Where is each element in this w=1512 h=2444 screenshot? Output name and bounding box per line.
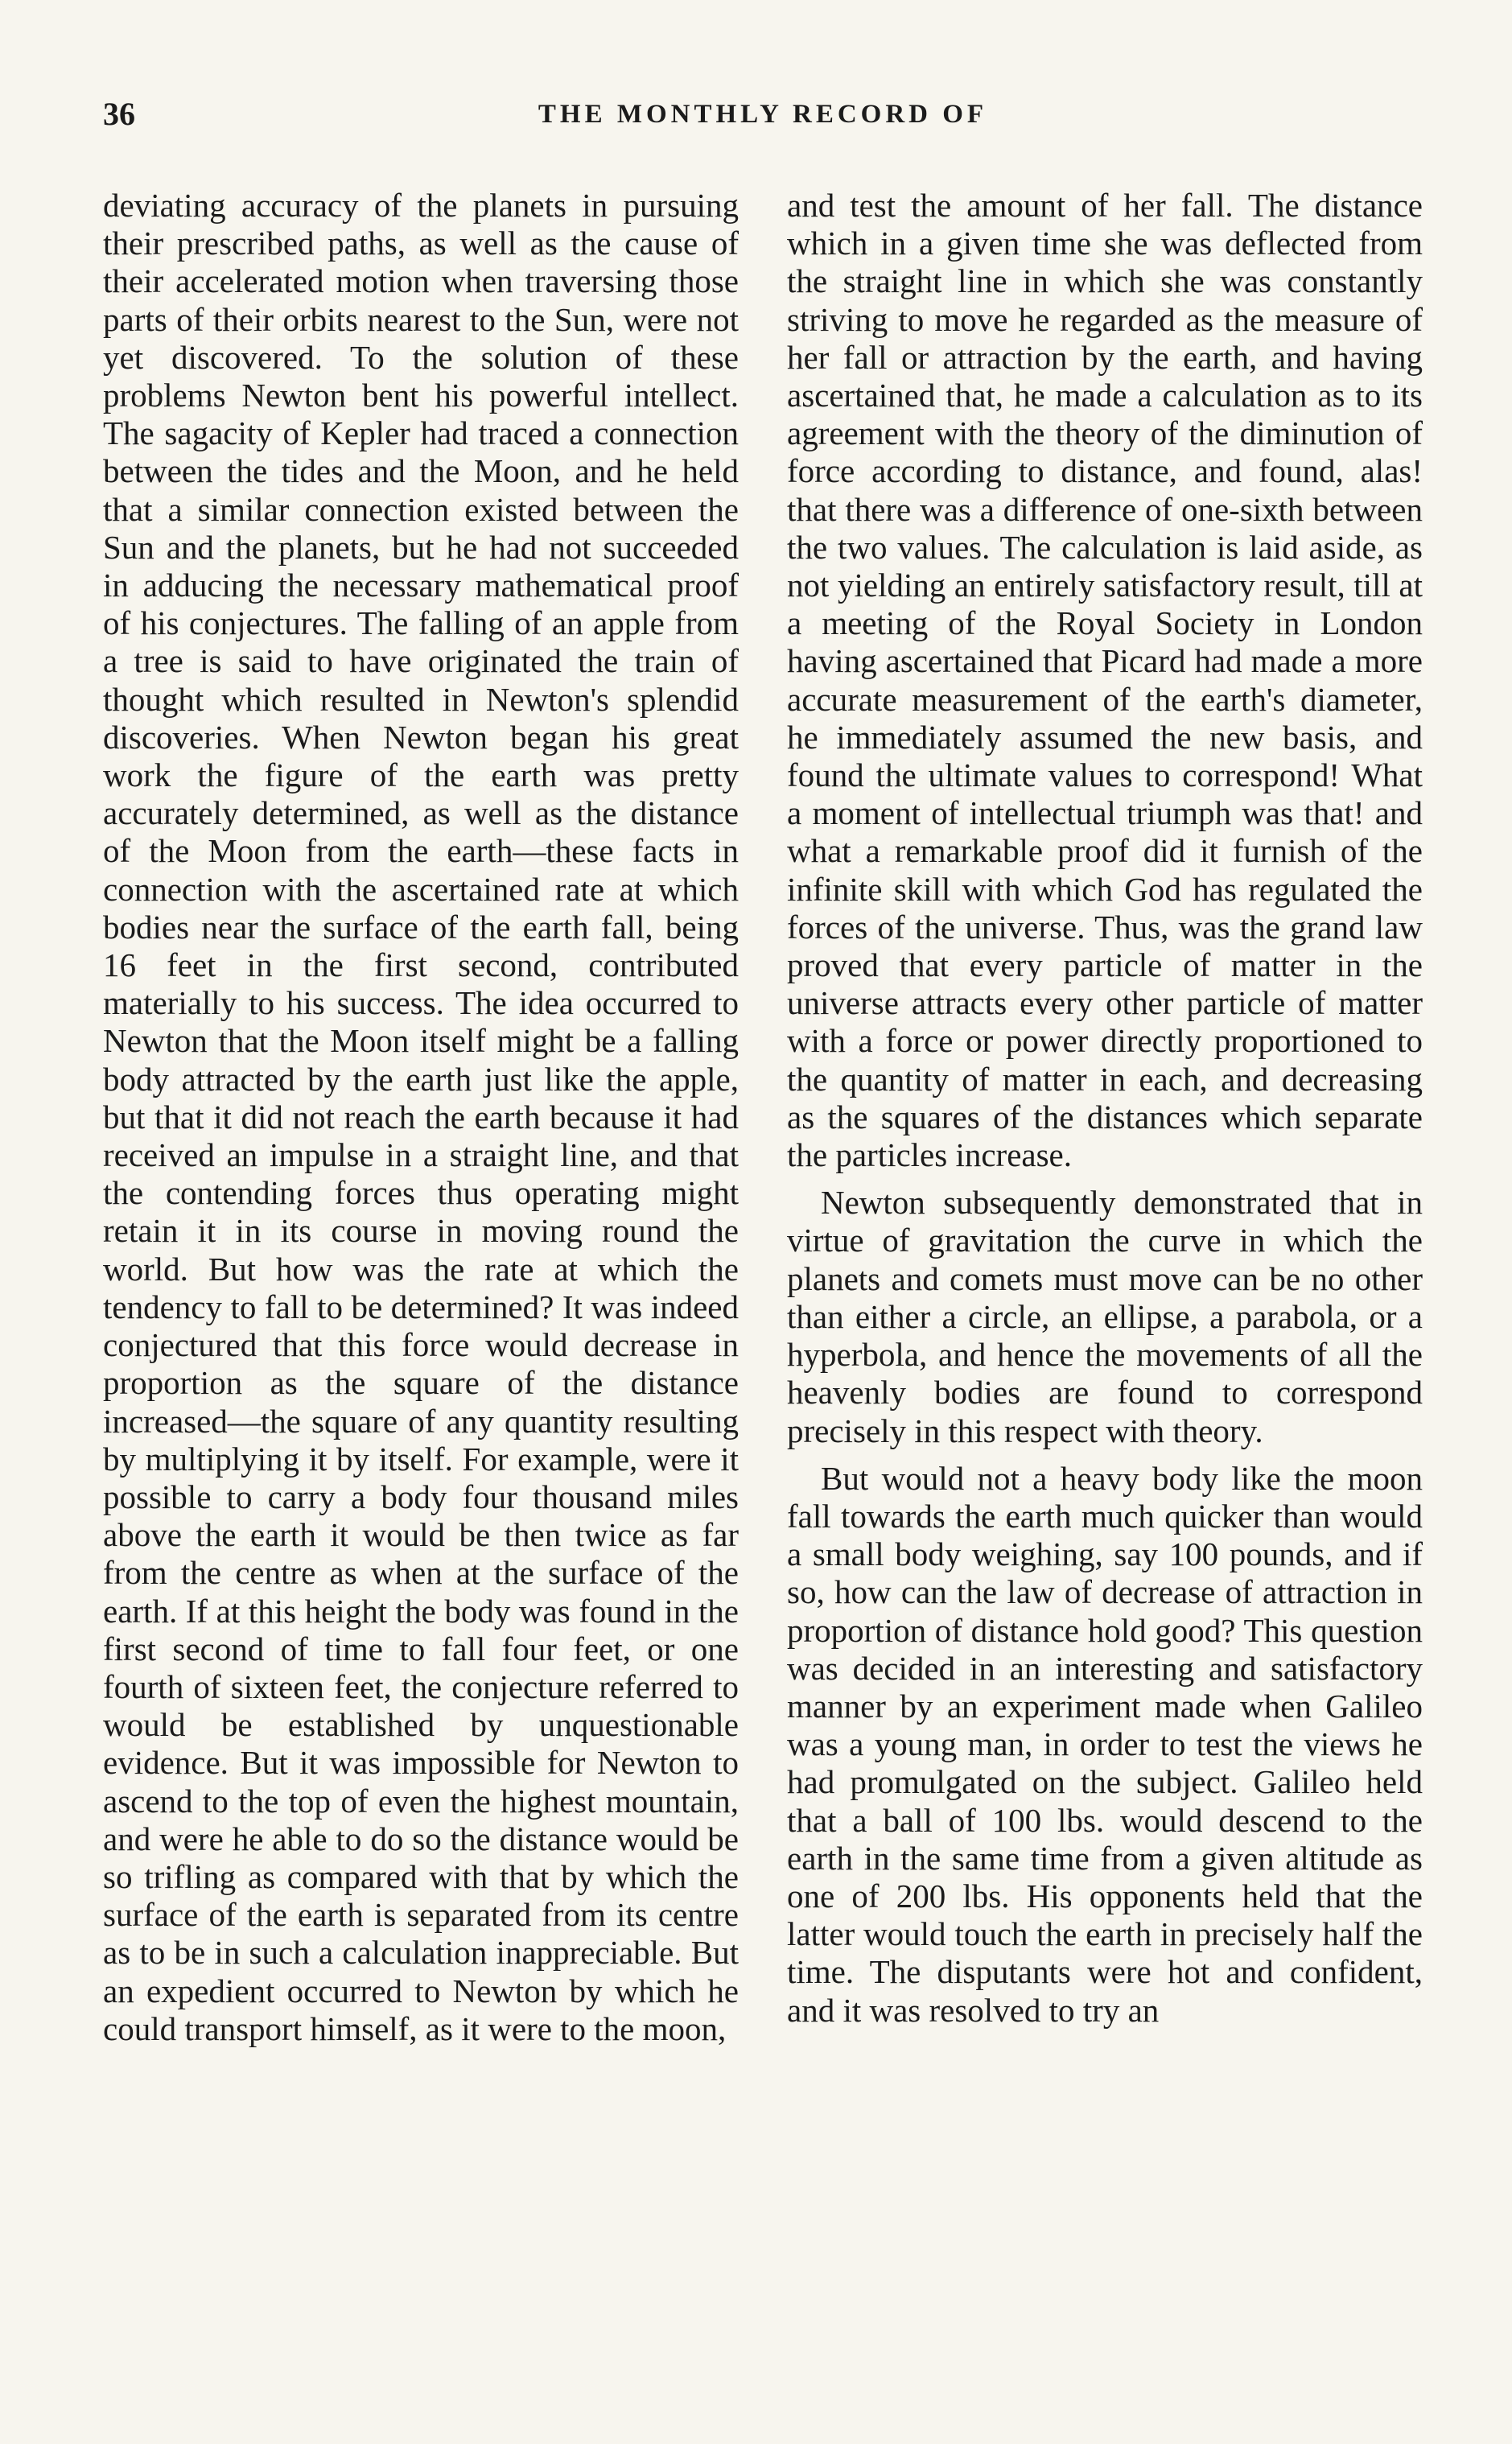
paragraph: Newton subsequently demonstrated that in virtue of gravitation the curve in which the planets and comets must move can be no other than either a circle, an ellipse, a parabola, or a hyperbola, and hence the movements of all the heavenly bodies are found to correspond precisely in this respect with theory.	[787, 1184, 1423, 1449]
right-column	[787, 187, 1423, 2048]
page-number: 36	[103, 96, 135, 132]
left-column	[103, 187, 739, 2048]
paragraph: But would not a heavy body like the moon fall towards the earth much quicker than would a small body weighing, say 100 pounds, and if so, how can the law of decrease of attraction in proportion of distance hold good? This question was decided in an interesting and satisfactory manner by an experiment made when Galileo was a young man, in order to test the views he had promulgated on the subject. Galileo held that a ball of 100 lbs. would descend to the earth in the same time from a given altitude as one of 200 lbs. His opponents held that the latter would touch the earth in precisely half the time. The disputants were hot and confident, and it was resolved to try an	[787, 1459, 1423, 2029]
paragraph: and test the amount of her fall. The distance which in a given time she was deflected from the straight line in which she was constantly striving to move he regarded as the measure of her fall or attraction by the earth, and having ascertained that, he made a calculation as to its agreement with the theory of the diminution of force according to distance, and found, alas! that there was a difference of one-sixth between the two values. The calculation is laid aside, as not yielding an entirely satisfactory result, till at a meeting of the Royal Society in London having ascertained that Picard had made a more accurate measurement of the earth's diameter, he immediately assumed the new basis, and found the ultimate values to correspond! What a moment of intellectual triumph was that! and what a remarkable proof did it furnish of the infinite skill with which God has regulated the forces of the universe. Thus, was the grand law proved that every particle of matter in the universe attracts every other particle of matter with a force or power directly proportioned to the quantity of matter in each, and decreasing as the squares of the distances which separate the particles increase.	[787, 187, 1423, 1174]
running-head	[103, 95, 1423, 151]
page	[103, 95, 1423, 2405]
paragraph: deviating accuracy of the planets in pursuing their prescribed paths, as well as the cause of their accelerated motion when traversing those parts of their orbits nearest to the Sun, were not yet discovered. To the solution of these problems Newton bent his powerful intellect. The sagacity of Kepler had traced a connection between the tides and the Moon, and he held that a similar connection existed between the Sun and the planets, but he had not succeeded in adducing the necessary mathematical proof of his conjectures. The falling of an apple from a tree is said to have originated the train of thought which resulted in Newton's splendid discoveries. When Newton began his great work the figure of the earth was pretty accurately determined, as well as the distance of the Moon from the earth—these facts in connection with the ascertained rate at which bodies near the surface of the earth fall, being 16 feet in the first second, contributed materially to his success. The idea occurred to Newton that the Moon itself might be a falling body attracted by the earth just like the apple, but that it did not reach the earth because it had received an impulse in a straight line, and that the contending forces thus operating might retain it in its course in moving round the world. But how was the rate at which the tendency to fall to be determined? It was indeed conjectured that this force would decrease in proportion as the square of the distance increased—the square of any quantity resulting by multiplying it by itself. For example, were it possible to carry a body four thousand miles above the earth it would be then twice as far from the centre as when at the surface of the earth. If at this height the body was found in the first second of time to fall four feet, or one fourth of sixteen feet, the conjecture referred to would be established by unquestionable evidence. But it was impossible for Newton to ascend to the top of even the highest mountain, and were he able to do so the distance would be so trifling as compared with that by which the surface of the earth is separated from its centre as to be in such a calculation inappreciable. But an expedient occurred to Newton by which he could transport himself, as it were to the moon,	[103, 187, 739, 2047]
text-columns	[103, 187, 1423, 2048]
running-title: THE MONTHLY RECORD OF	[538, 100, 988, 129]
